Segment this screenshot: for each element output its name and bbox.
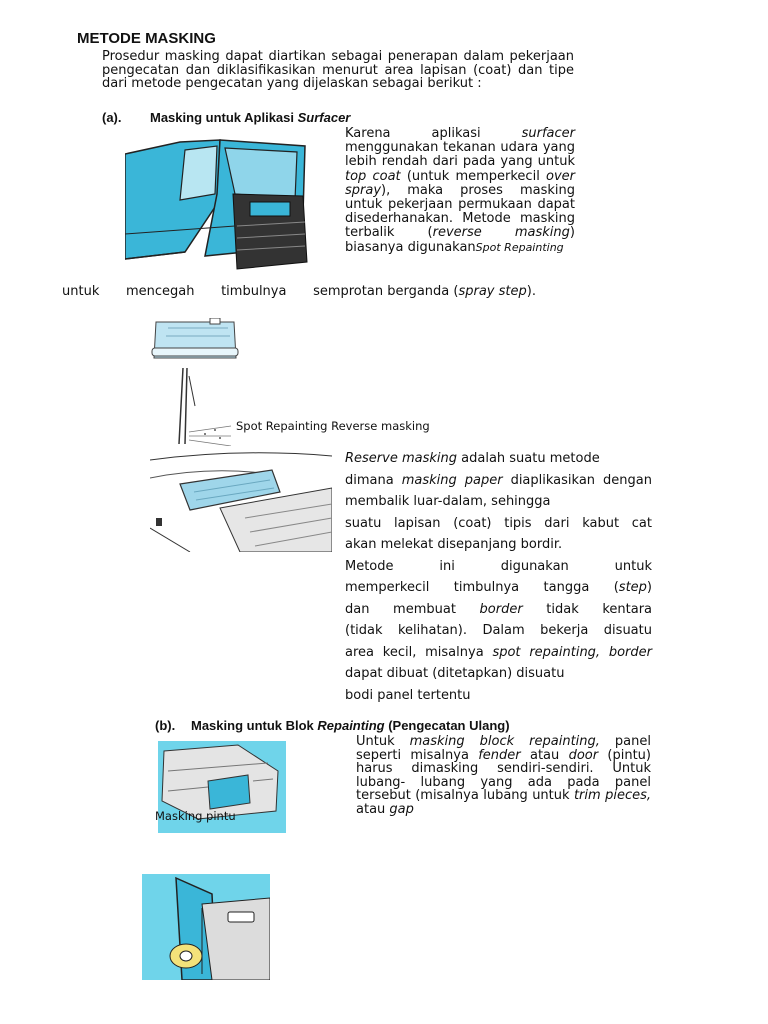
section-b-label: (b). — [155, 718, 176, 733]
spot-repainting-caption: Spot Repainting Reverse masking — [236, 419, 430, 433]
masking-paper-image — [148, 318, 240, 364]
masking-pintu-caption: Masking pintu — [155, 809, 236, 823]
section-a-label: (a). — [102, 110, 122, 125]
block-repainting-paragraph: Untuk masking block repainting, panel seperti misalnya fender atau door (pintu) harus dimasking sendiri-sendiri. Untuk lubang- lubang yang ada pada panel tersebut (misalnya lubang untuk trim pieces, atau gap — [356, 734, 651, 817]
surfacer-paragraph: Karena aplikasi surfacer menggunakan tekanan udara yang lebih rendah dari pada yang untuk top coat (untuk memperkecil over spray), maka proses masking untuk pekerjaan permukaan dapat disederhanakan. Metode masking terbalik (reverse masking) biasanya digunakanSpot Repainting — [345, 126, 575, 255]
section-b-title: Masking untuk Blok Repainting (Pengecatan Ulang) — [191, 718, 510, 733]
surfacer-continuation: untuk mencegah timbulnya semprotan berganda (spray step). — [62, 284, 536, 299]
open-door-image — [142, 874, 270, 980]
car-surfacer-masking-image — [125, 134, 313, 274]
spray-sketch-image — [165, 366, 235, 446]
section-a-title: Masking untuk Aplikasi Surfacer — [150, 110, 351, 125]
reverse-masking-image — [150, 448, 332, 552]
page-title: METODE MASKING — [77, 30, 216, 47]
reverse-masking-paragraph: Reserve masking adalah suatu metode dimana masking paper diaplikasikan dengan membalik luar-dalam, sehingga suatu lapisan (coat) tipis dari kabut cat akan melekat disepanjang bordir. Metode ini digunakan untuk memperkecil timbulnya tangga (step) dan membuat border tidak kentara (tidak kelihatan). Dalam bekerja disuatu area kecil, misalnya spot repainting, border dapat dibuat (ditetapkan) disuatu bodi panel tertentu — [345, 451, 652, 703]
intro-paragraph: Prosedur masking dapat diartikan sebagai penerapan dalam pekerjaan pengecatan dan diklasifikasikan menurut area lapisan (coat) dan tipe dari metode pengecatan yang dijelaskan sebagai berikut : — [102, 49, 574, 91]
